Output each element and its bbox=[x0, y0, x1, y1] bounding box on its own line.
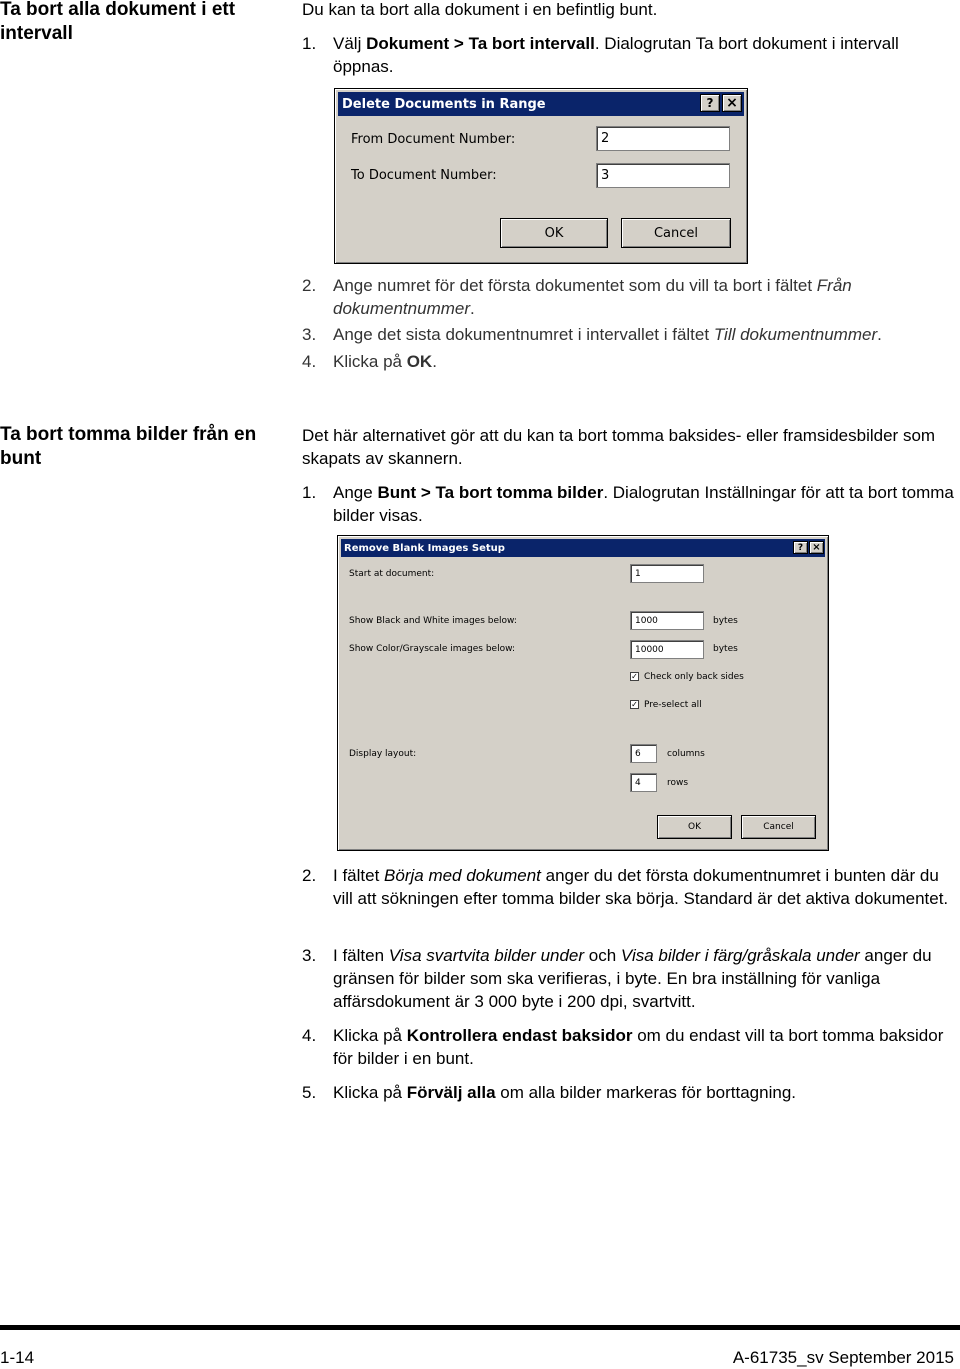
from-document-label: From Document Number: bbox=[351, 132, 516, 147]
from-document-input[interactable]: 2 bbox=[596, 126, 730, 151]
columns-unit-label: columns bbox=[667, 749, 705, 759]
close-icon[interactable]: × bbox=[722, 94, 742, 112]
delete-documents-dialog bbox=[334, 88, 748, 264]
step-text: I fälten Visa svartvita bilder under och Visa bilder i färg/gråskala under anger du gränsen för bilder som ska verifieras, i byte. En bra inställning för vanliga affärsdokument är 3 000 byte i 200 dpi, svartvitt. bbox=[333, 946, 932, 1011]
dialog-title: Remove Blank Images Setup bbox=[344, 542, 505, 554]
section-heading-delete-range: Ta bort alla dokument i ett intervall bbox=[0, 0, 236, 44]
help-button[interactable]: ? bbox=[793, 541, 808, 554]
step-text: Klicka på Kontrollera endast baksidor om du endast vill ta bort tomma baksidor för bilder i en bunt. bbox=[333, 1026, 944, 1068]
step-number: 3. bbox=[302, 946, 317, 965]
remove-blank-images-dialog bbox=[337, 535, 829, 851]
step-4 bbox=[302, 1024, 960, 1070]
step-text: Ange Bunt > Ta bort tomma bilder. Dialogrutan Inställningar för att ta bort tomma bilder visas. bbox=[333, 483, 954, 525]
step-3 bbox=[302, 944, 960, 1013]
step-2 bbox=[302, 274, 960, 320]
ok-button[interactable]: OK bbox=[657, 815, 732, 839]
check-back-sides-checkbox[interactable]: ✓ bbox=[631, 672, 638, 681]
step-text: Klicka på Förvälj alla om alla bilder markeras för borttagning. bbox=[333, 1083, 797, 1102]
dialog-titlebar bbox=[338, 92, 744, 116]
bw-threshold-input[interactable]: 1000 bbox=[630, 611, 704, 630]
help-button[interactable]: ? bbox=[700, 94, 720, 112]
section-intro: Du kan ta bort alla dokument i en befintlig bunt. bbox=[302, 0, 658, 19]
color-threshold-label: Show Color/Grayscale images below: bbox=[349, 644, 515, 654]
display-layout-label: Display layout: bbox=[349, 749, 417, 759]
color-threshold-input[interactable]: 10000 bbox=[630, 640, 704, 659]
cancel-button[interactable]: Cancel bbox=[621, 218, 731, 248]
footer-divider bbox=[0, 1325, 960, 1330]
step-text: Välj Dokument > Ta bort intervall. Dialogrutan Ta bort dokument i intervall öppnas. bbox=[333, 34, 899, 76]
step-text: Klicka på OK. bbox=[333, 352, 437, 371]
step-text: Ange numret för det första dokumentet som du vill ta bort i fältet Från dokumentnummer. bbox=[333, 276, 852, 318]
to-document-input[interactable]: 3 bbox=[596, 163, 730, 188]
step-number: 1. bbox=[302, 34, 317, 53]
step-number: 1. bbox=[302, 483, 317, 502]
ok-button[interactable]: OK bbox=[500, 218, 608, 248]
bw-unit-label: bytes bbox=[713, 616, 738, 626]
step-1 bbox=[302, 481, 960, 527]
page-number: 1-14 bbox=[0, 1348, 35, 1367]
color-unit-label: bytes bbox=[713, 644, 738, 654]
step-number: 3. bbox=[302, 325, 317, 344]
step-3 bbox=[302, 323, 960, 346]
section-heading-remove-blank: Ta bort tomma bilder från en bunt bbox=[0, 424, 257, 469]
dialog-title: Delete Documents in Range bbox=[342, 96, 546, 112]
step-text: I fältet Börja med dokument anger du det första dokumentnumret i bunten där du vill att sökningen efter tomma bilder ska börja. Standard är det aktiva dokumentet. bbox=[333, 866, 949, 908]
rows-unit-label: rows bbox=[667, 778, 689, 788]
step-number: 4. bbox=[302, 352, 317, 371]
document-id: A-61735_sv September 2015 bbox=[732, 1348, 954, 1367]
rows-input[interactable]: 4 bbox=[630, 773, 657, 792]
preselect-all-label[interactable]: Pre-select all bbox=[644, 700, 702, 710]
step-number: 4. bbox=[302, 1026, 317, 1045]
step-number: 2. bbox=[302, 866, 317, 885]
start-document-input[interactable]: 1 bbox=[630, 564, 704, 583]
step-1 bbox=[302, 32, 960, 78]
step-text: Ange det sista dokumentnumret i intervallet i fältet Till dokumentnummer. bbox=[333, 325, 882, 344]
step-number: 2. bbox=[302, 276, 317, 295]
step-5 bbox=[302, 1081, 960, 1104]
section-intro: Det här alternativet gör att du kan ta bort tomma baksides- eller framsidesbilder som skapats av skannern. bbox=[302, 426, 936, 468]
bw-threshold-label: Show Black and White images below: bbox=[349, 616, 517, 626]
step-4 bbox=[302, 350, 960, 373]
dialog-titlebar bbox=[341, 539, 825, 557]
step-number: 5. bbox=[302, 1083, 317, 1102]
to-document-label: To Document Number: bbox=[351, 168, 497, 183]
columns-input[interactable]: 6 bbox=[630, 744, 657, 763]
start-document-label: Start at document: bbox=[349, 569, 435, 579]
preselect-all-checkbox[interactable]: ✓ bbox=[631, 700, 638, 709]
close-icon[interactable]: × bbox=[809, 541, 824, 554]
check-back-sides-label[interactable]: Check only back sides bbox=[644, 672, 744, 682]
cancel-button[interactable]: Cancel bbox=[741, 815, 816, 839]
step-2 bbox=[302, 864, 960, 910]
